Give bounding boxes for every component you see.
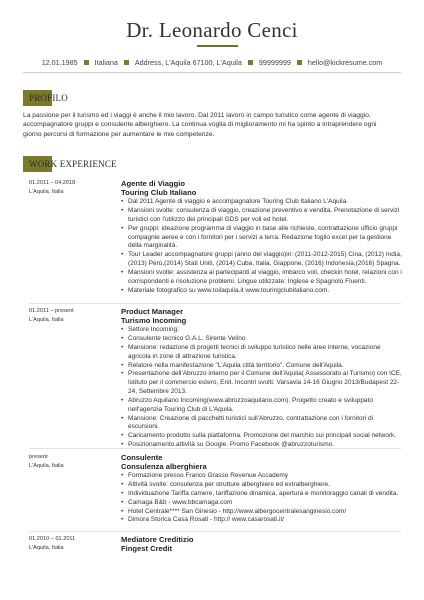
job-meta [29,453,115,470]
job-company: Fingest Credit [121,544,173,554]
job-location: L'Aquila, Italia [29,188,64,195]
job-dates: 01.2010 – 01.2011 [29,536,76,542]
job-title: Mediatore Creditizio [121,535,194,544]
experience-heading-label: WORK EXPERIENCE [29,159,117,169]
job-bullet: • Relatore nella manifestazione "L'Aquila città territorio". Comune dell'Aquila. [121,362,403,371]
job-bullet: • Mansione: Creazione di pacchetti turistici sull'Abruzzo, contrattazione con i fornitori di escursioni. [121,415,403,433]
job-company: Consulenza alberghiera [121,462,207,472]
job-location: L'Aquila, Italia [29,316,64,323]
job-bullet: • Presentazione dell'Abruzzo interno per il Comune dell'Aquila( Assessorato al Turismo) con ICE, Istituto per il commercio estero, Enit. Incontri svolti: Varsavia 14-16 Giugno 2013/Budapest 22-24, Settembre 2013. [121,370,403,396]
phone: 99999999 [258,58,291,67]
job-bullet: • Mansioni svolte: consulenza di viaggio, creazione preventivo e vendita. Prenotazione di servizi turistici con l'utilizzo dei principali GDS per voli ed hotel. [121,207,403,225]
job-bullet: • Posizionamento.attività su Google. Promo Facebook @abruzzoturismo. [121,441,403,450]
separator-square-icon [124,60,129,65]
job-title: Agente di Viaggio [121,179,185,188]
job-company: Touring Club Italiano [121,188,197,198]
job-bullet: • Abruzzo Aquilano Incoming(www.abruzzoaquilano.com). Progetto creato e sviluppato nell'agenzia Touring Club di L'Aquila. [121,397,403,415]
job-bullet: • Tour Leader accompagnatore gruppi (anno del viaggio)in: (2011-2012-2015) Cina, (2012) India, (2013) Perù,(2014) Stati Uniti, (2014) Cuba, Italia, Giappone, (2016) Indonesia,(2016) Spagna. [121,251,403,269]
header-divider [23,72,401,73]
job-location: L'Aquila, Italia [29,462,64,469]
job-bullets [121,472,403,525]
job-bullet: • Dal 2011 Agente di viaggio e accompagnatore Touring Club Italiano L'Aquila. [121,198,403,207]
job-bullet: • Materiale fotografico su www.toilaquila.it www.touringclubitaliano.com. [121,287,403,296]
job-bullet: • Formazione presso Franco Grasso Revenue Accademy [121,472,403,481]
nationality: Italiana [94,58,118,67]
address: Address, L'Aquila 67100, L'Aquila [134,58,242,67]
job-company: Turismo Incoming [121,316,187,326]
experience-heading [23,156,117,172]
job-bullet: • Hotel Centrale**** San Ginesio - http://www.albergocentralesanginesio.com/ [121,508,403,517]
job-body [121,307,403,450]
job-meta [29,307,115,324]
profile-heading-label: PROFILO [29,93,68,103]
job-bullet: • Mansioni svolte: assistenza ai partecipanti al viaggio, imbarco voli, checkin hotel, relazioni con i corrispondenti e risoluzione problemi. Lingue utilizzate: Inglese e Spagnolo Fluenti. [121,269,403,287]
profile-heading [23,90,68,106]
candidate-name: Dr. Leonardo Cenci [126,18,298,42]
job-divider [29,531,401,532]
job-body [121,179,403,295]
job-meta [29,535,115,552]
name-underline [197,45,238,47]
job-bullet: • Camaga B&b - www.bbcamaga.com [121,499,403,508]
job-dates: present [29,454,48,460]
job-bullet: • Consulente tecnico G.A.L. Sirente Velino [121,335,403,344]
job-dates: 01.2011 – 04.2018 [29,180,76,186]
job-title: Consulente [121,453,163,462]
separator-square-icon [84,60,89,65]
job-location: L'Aquila, Italia [29,544,64,551]
contact-line [0,58,424,67]
job-bullet: • Settore Incoming: [121,326,403,335]
job-body [121,453,403,525]
job-bullet: • Caricamento prodotto sulla piattaforma. Promozione del marchio sui principali social network. [121,432,403,441]
job-bullet: • Per gruppi: ideazione programma di viaggio in base alle richieste, contrattazione ufficio gruppi compagnie aeree e con i fornitori per i servizi a terra. Redazione foglio excel per la gestione della marginalità. [121,225,403,251]
job-bullets [121,326,403,450]
job-body [121,535,403,554]
job-divider [29,448,401,449]
separator-square-icon [297,60,302,65]
job-bullets [121,198,403,295]
email[interactable]: hello@kickresume.com [307,58,383,67]
job-bullet: • Attività svolte: consulenza per strutture alberghiere ed extralberghiere. [121,481,403,490]
job-dates: 01.2011 – present [29,308,74,314]
job-meta [29,179,115,196]
birth-date: 12.01.1985 [41,58,78,67]
job-bullet: • Dimora Storica Casa Rosati - http:// www.casarosati.it/ [121,516,403,525]
job-bullet: • Mansione: redazione di progetti tecnici di sviluppo turistico nelle aree interne, vocazione agricola in zone di attrazione turistica. [121,344,403,362]
job-title: Product Manager [121,307,184,316]
job-bullet: • Individuazione Tariffa camere, tariffazione dinamica, apertura e monitoraggio canali di vendita. [121,490,403,499]
job-divider [29,303,401,304]
separator-square-icon [248,60,253,65]
profile-summary: La passione per il turismo ed i viaggi è anche il mio lavoro. Dal 2011 lavoro in campo turistico come agente di viaggio, accompagnatore gruppi e consulente alberghiero. La continua voglia di miglioramento mi ha spinto a intraprendere ogni giorno percorsi di formazione per aumentare le mie competenze. [23,112,377,138]
